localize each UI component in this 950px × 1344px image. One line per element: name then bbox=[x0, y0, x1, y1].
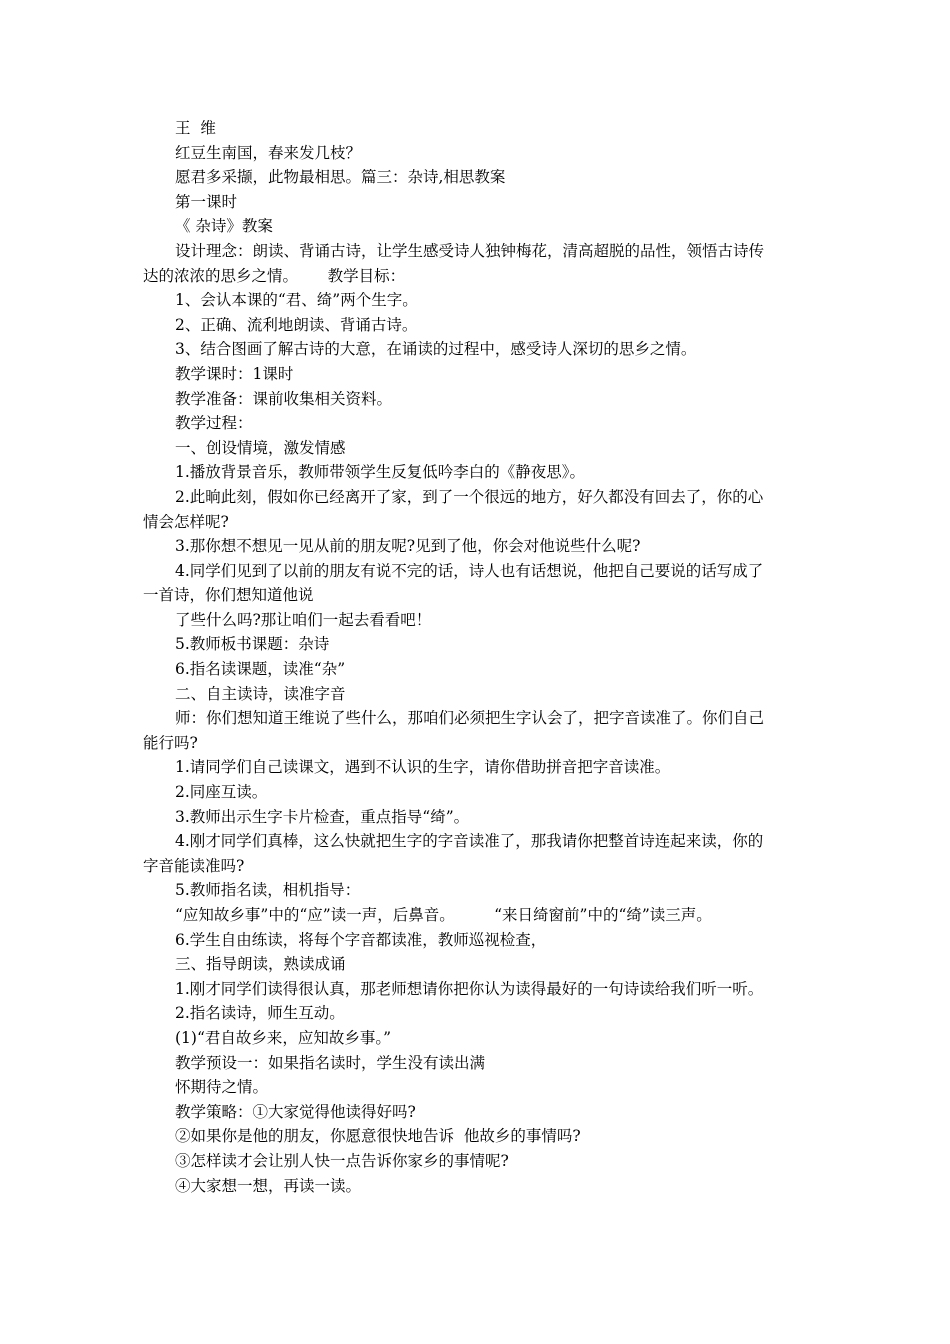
objective-item: 1、会认本课的“君、绮”两个生字。 bbox=[175, 291, 418, 310]
step-item: 2.指名读诗，师生互动。 bbox=[175, 1004, 345, 1023]
paragraph-line: 怀期待之情。 bbox=[175, 1078, 269, 1097]
step-item: 5.教师指名读，相机指导： bbox=[175, 881, 361, 900]
lesson-title: 《 杂诗》教案 bbox=[175, 217, 273, 236]
step-item: 6.指名读课题，读准“杂” bbox=[175, 660, 346, 679]
strategy-item: 教学策略：①大家觉得他读得好吗? bbox=[175, 1102, 416, 1121]
step-item: 1.刚才同学们读得很认真，那老师想请你把你认为读得最好的一句诗读给我们听一听。 bbox=[175, 979, 764, 998]
step-item: 4.同学们见到了以前的朋友有说不完的话，诗人也有话想说，他把自己要说的话写成了 bbox=[175, 561, 764, 580]
paragraph-line: 师：你们想知道王维说了些什么，那咱们必须把生字认会了，把字音读准了。你们自己 bbox=[175, 709, 765, 728]
step-item: 3.那你想不想见一见从前的朋友呢?见到了他，你会对他说些什么呢? bbox=[175, 537, 641, 556]
step-item-continued: 字音能读准吗? bbox=[143, 856, 245, 875]
objective-item: 3、结合图画了解古诗的大意，在诵读的过程中，感受诗人深切的思乡之情。 bbox=[175, 340, 697, 359]
step-item: 1.播放背景音乐，教师带领学生反复低吟李白的《静夜思》。 bbox=[175, 463, 586, 482]
step-item: 3.教师出示生字卡片检查，重点指导“绮”。 bbox=[175, 807, 470, 826]
step-item-continued: 情会怎样呢? bbox=[143, 512, 229, 531]
paragraph-line-continued: 达的浓浓的思乡之情。 教学目标： bbox=[143, 266, 406, 285]
paragraph-line-continued: 能行吗? bbox=[143, 733, 198, 752]
paragraph-line: 教学课时：1课时 bbox=[175, 364, 294, 383]
poem-quote: (1)“君自故乡来，应知故乡事。” bbox=[175, 1028, 392, 1047]
paragraph-line: 教学过程： bbox=[175, 414, 253, 433]
paragraph-line: “应知故乡事”中的“应”读一声，后鼻音。 “来日绮窗前”中的“绮”读三声。 bbox=[175, 906, 712, 924]
paragraph-line: 了些什么吗?那让咱们一起去看看吧！ bbox=[175, 610, 432, 629]
objective-item: 2、正确、流利地朗读、背诵古诗。 bbox=[175, 315, 418, 334]
paragraph-line: 教学预设一：如果指名读时，学生没有读出满 bbox=[175, 1053, 486, 1072]
section-heading: 三、指导朗读，熟读成诵 bbox=[175, 955, 346, 974]
step-item-continued: 一首诗，你们想知道他说 bbox=[143, 586, 314, 605]
paragraph-line: 教学准备：课前收集相关资料。 bbox=[175, 389, 393, 408]
step-item: 6.学生自由练读，将每个字音都读准，教师巡视检查， bbox=[175, 930, 547, 949]
author-line: 王 维 bbox=[175, 119, 216, 137]
section-heading: 二、自主读诗，读准字音 bbox=[175, 684, 346, 703]
poem-line: 愿君多采撷，此物最相思。篇三：杂诗,相思教案 bbox=[175, 168, 506, 187]
strategy-item: ④大家想一想，再读一读。 bbox=[175, 1176, 362, 1195]
document-body bbox=[143, 116, 835, 1198]
step-item: 2.此晌此刻，假如你已经离开了家，到了一个很远的地方，好久都没有回去了，你的心 bbox=[175, 487, 764, 506]
step-item: 5.教师板书课题：杂诗 bbox=[175, 635, 330, 654]
step-item: 4.刚才同学们真棒，这么快就把生字的字音读准了，那我请你把整首诗连起来读，你的 bbox=[175, 832, 764, 851]
strategy-item: ③怎样读才会让别人快一点告诉你家乡的事情呢? bbox=[175, 1151, 509, 1170]
poem-line: 红豆生南国，春来发几枝？ bbox=[175, 143, 362, 162]
paragraph-line: 设计理念：朗读、背诵古诗，让学生感受诗人独钟梅花，清高超脱的品性，领悟古诗传 bbox=[175, 241, 765, 260]
section-heading: 第一课时 bbox=[175, 192, 238, 211]
strategy-item: ②如果你是他的朋友，你愿意很快地告诉 他故乡的事情吗? bbox=[175, 1127, 581, 1146]
step-item: 2.同座互读。 bbox=[175, 783, 268, 802]
step-item: 1.请同学们自己读课文，遇到不认识的生字，请你借助拼音把字音读准。 bbox=[175, 758, 671, 777]
section-heading: 一、创设情境，激发情感 bbox=[175, 438, 346, 457]
